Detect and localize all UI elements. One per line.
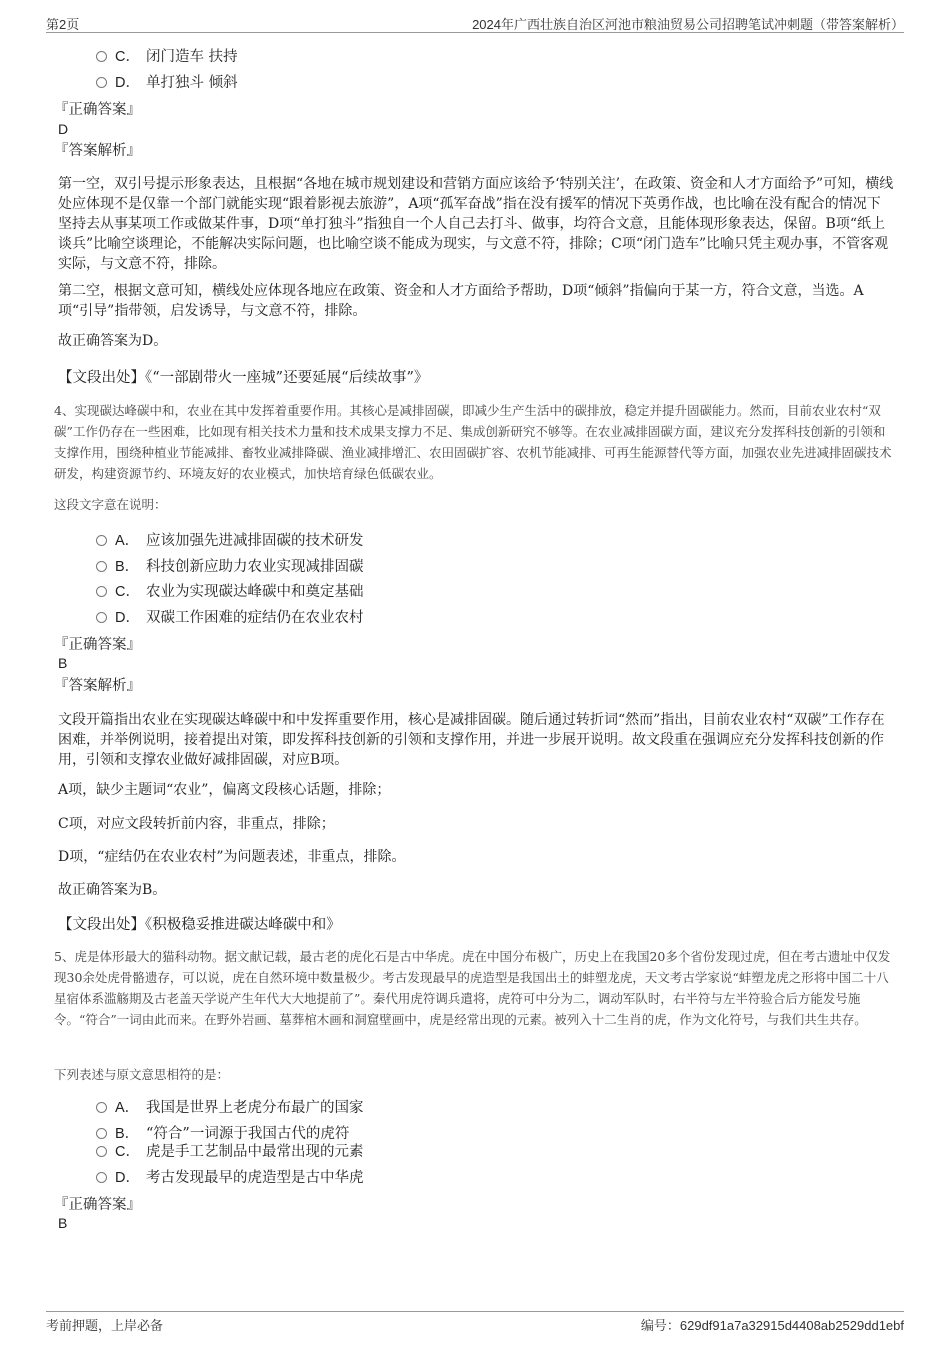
radio-icon[interactable] — [96, 612, 107, 623]
analysis-item: D项，“症结仍在农业农村”为问题表述，非重点，排除。 — [58, 849, 406, 865]
analysis-paragraph: 第一空，双引号提示形象表达，且根据“各地在城市规划建设和营销方面应该给予‘特别关注’，在政策、资金和人才方面给予”可知，横线处应体现不是仅靠一个部门就能实现“跟着影视去旅游”，A项“孤军奋战”指在没有援军的情况下英勇作战，也比喻在没有配合的情况下坚持去从事某项工作或做某件事，D项“单打独斗”指独自一个人自己去打斗、做事，均符合文意，且能体现形象表达，保留。B项“纸上谈兵”比喻空谈理论，不能解决实际问题，也比喻空谈不能成为现实，与文意不符，排除；C项“闭门造车”比喻只凭主观办事，不管客观实际，与文意不符，排除。 — [58, 176, 894, 272]
analysis-label: 『答案解析』 — [54, 143, 141, 159]
answer-label: 『正确答案』 — [54, 637, 141, 653]
option-d[interactable]: D． 双碳工作困难的症结仍在农业农村 — [96, 608, 364, 628]
option-d[interactable]: D． 考古发现最早的虎造型是古中华虎 — [96, 1168, 364, 1188]
answer-label: 『正确答案』 — [54, 1197, 141, 1213]
answer-value: B — [58, 1215, 68, 1231]
answer-label: 『正确答案』 — [54, 102, 141, 118]
radio-icon[interactable] — [96, 586, 107, 597]
question-prompt: 下列表述与原文意思相符的是： — [54, 1067, 230, 1082]
option-a[interactable]: A． 我国是世界上老虎分布最广的国家 — [96, 1098, 364, 1118]
page-footer — [46, 1311, 904, 1338]
question-stem: 4、实现碳达峰碳中和，农业在其中发挥着重要作用。其核心是减排固碳，即减少生产生活中的碳排放，稳定并提升固碳能力。然而，目前农业农村“双碳”工作仍存在一些困难，比如现有相关技术力量和技术成果支撑力不足、集成创新研究不够等。在农业减排固碳方面，建议充分发挥科技创新的引领和支撑作用，围绕种植业节能减排、畜牧业减排降碳、渔业减排增汇、农田固碳扩容、农机节能减排、可再生能源替代等方面，加强农业先进减排固碳技术研发，构建资源节约、环境友好的农业模式，加快培育绿色低碳农业。 — [54, 403, 892, 481]
source-citation: 【文段出处】《“一部剧带火一座城”还要延展“后续故事”》 — [58, 370, 429, 386]
option-b[interactable]: B． 科技创新应助力农业实现减排固碳 — [96, 557, 364, 577]
radio-icon[interactable] — [96, 535, 107, 546]
analysis-paragraph: 第二空，根据文意可知，横线处应体现各地应在政策、资金和人才方面给予帮助，D项“倾斜”指偏向于某一方，符合文意，当选。A项“引导”指带领，启发诱导，与文意不符，排除。 — [58, 283, 864, 319]
radio-icon[interactable] — [96, 1146, 107, 1157]
radio-icon[interactable] — [96, 51, 107, 62]
radio-icon[interactable] — [96, 77, 107, 88]
question-prompt: 这段文字意在说明： — [54, 497, 167, 512]
radio-icon[interactable] — [96, 1102, 107, 1113]
option-d[interactable]: D． 单打独斗 倾斜 — [96, 73, 238, 93]
option-a[interactable]: A． 应该加强先进减排固碳的技术研发 — [96, 531, 364, 551]
answer-value: D — [58, 121, 69, 137]
radio-icon[interactable] — [96, 1128, 107, 1139]
document-code: 编号：629df91a7a32915d4408ab2529dd1ebf — [640, 1318, 904, 1334]
option-c[interactable]: C． 农业为实现碳达峰碳中和奠定基础 — [96, 582, 364, 602]
page-number: 第2页 — [46, 17, 80, 32]
footer-slogan: 考前押题，上岸必备 — [46, 1319, 164, 1334]
radio-icon[interactable] — [96, 1172, 107, 1183]
analysis-item: C项，对应文段转折前内容，非重点，排除； — [58, 816, 335, 832]
page-header — [46, 12, 904, 33]
analysis-paragraph: 文段开篇指出农业在实现碳达峰碳中和中发挥重要作用，核心是减排固碳。随后通过转折词“然而”指出，目前农业农村“双碳”工作存在困难，并举例说明，接着提出对策，即发挥科技创新的引领和支撑作用，并进一步展开说明。故文段重在强调应充分发挥科技创新的作用，引领和支撑农业做好减排固碳，对应B项。 — [58, 712, 885, 768]
analysis-label: 『答案解析』 — [54, 678, 141, 694]
analysis-conclusion: 故正确答案为B。 — [58, 882, 167, 898]
answer-value: B — [58, 655, 68, 671]
source-citation: 【文段出处】《积极稳妥推进碳达峰碳中和》 — [58, 917, 341, 933]
option-b[interactable]: B． “符合”一词源于我国古代的虎符 — [96, 1124, 349, 1144]
analysis-conclusion: 故正确答案为D。 — [58, 333, 168, 349]
analysis-item: A项，缺少主题词“农业”，偏离文段核心话题，排除； — [58, 782, 391, 798]
option-c[interactable]: C． 闭门造车 扶持 — [96, 47, 238, 67]
document-title: 2024年广西壮族自治区河池市粮油贸易公司招聘笔试冲刺题（带答案解析） — [472, 17, 904, 32]
question-stem: 5、虎是体形最大的猫科动物。据文献记载，最古老的虎化石是古中华虎。虎在中国分布极广，历史上在我国20多个省份发现过虎，但在考古遗址中仅发现30余处虎骨骼遗存，可以说，虎在自然环境中数量极少。考古发现最早的虎造型是我国出土的蚌塑龙虎，天文考古学家说“蚌塑龙虎之形将中国二十八星宿体系滥觞期及古老盖天学说产生年代大大地提前了”。秦代用虎符调兵遣将，虎符可中分为二，调动军队时，右半符与左半符验合后方能发号施令。“符合”一词由此而来。在野外岩画、墓葬棺木画和洞窟壁画中，虎是经常出现的元素。被列入十二生肖的虎，作为文化符号，与我们共生共存。 — [54, 949, 891, 1027]
radio-icon[interactable] — [96, 561, 107, 572]
option-c[interactable]: C． 虎是手工艺制品中最常出现的元素 — [96, 1142, 364, 1162]
